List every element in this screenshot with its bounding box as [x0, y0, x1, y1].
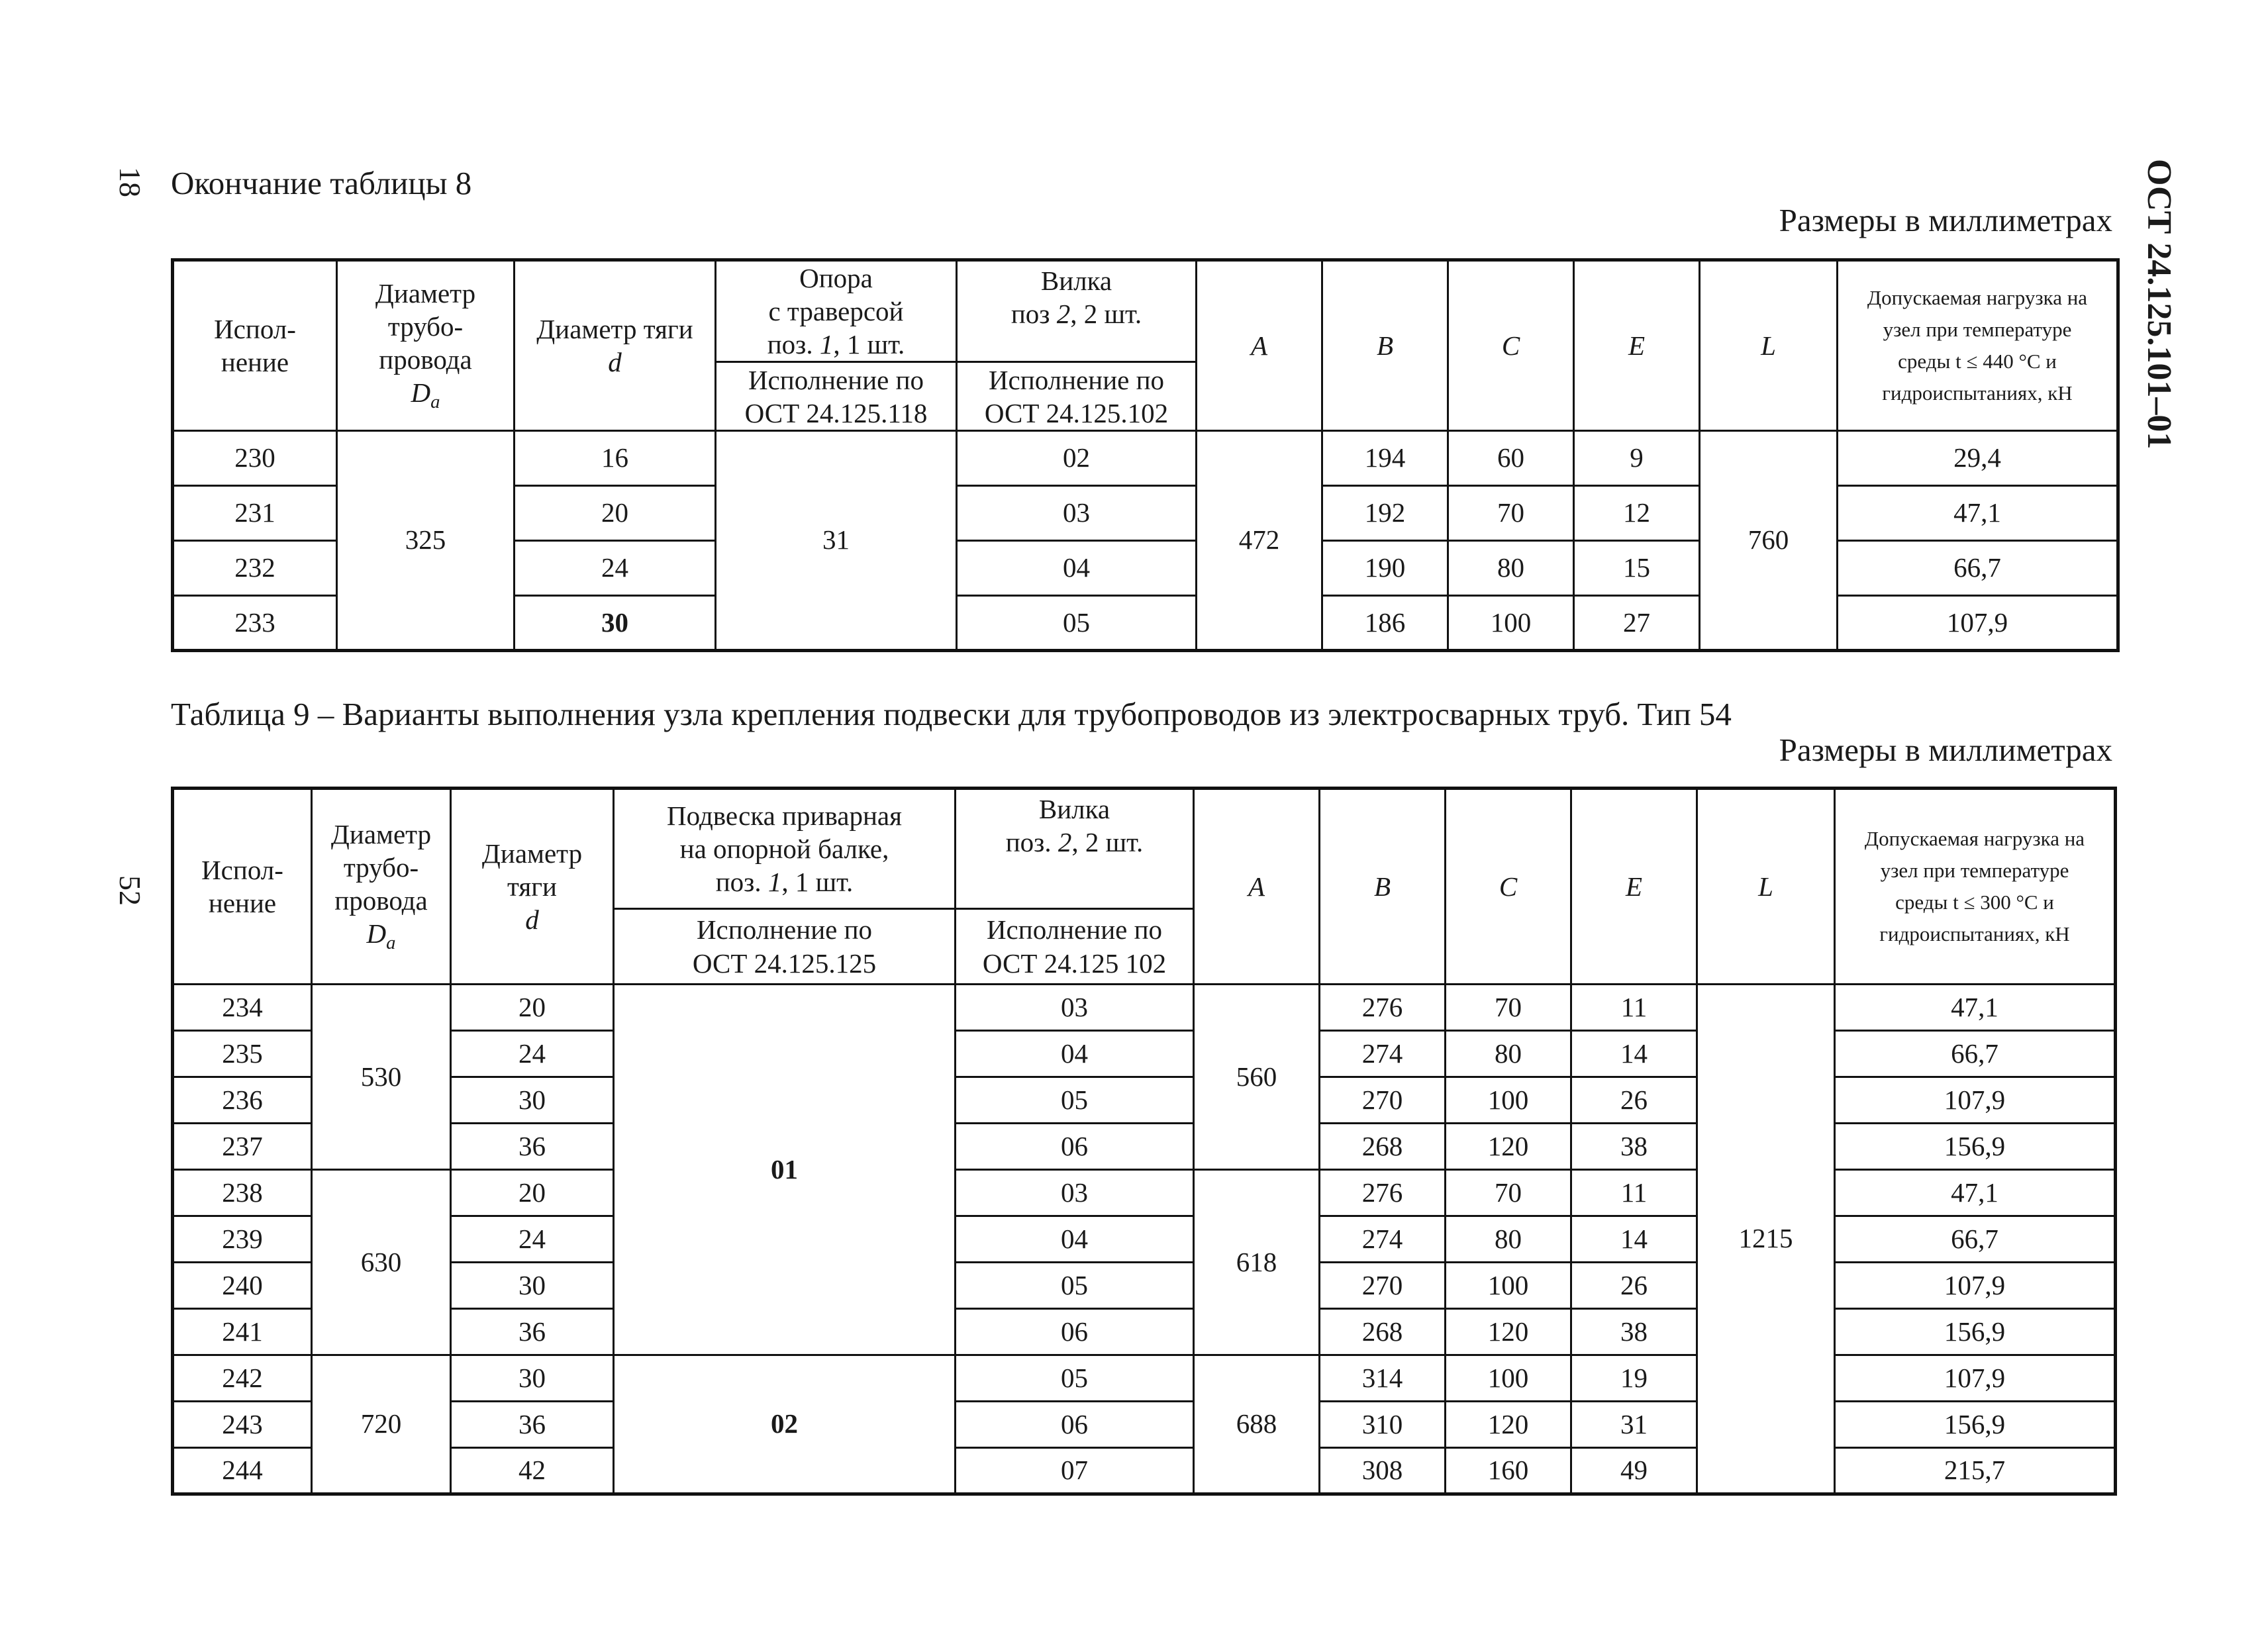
- cell-isp: 231: [173, 486, 337, 541]
- table8: [171, 258, 2120, 652]
- cell-C: 70: [1446, 985, 1571, 1031]
- header-E: E: [1571, 789, 1697, 985]
- cell-vilka: 05: [956, 1355, 1194, 1402]
- cell-vilka: 07: [956, 1448, 1194, 1494]
- cell-d: 30: [451, 1355, 614, 1402]
- header-vilka-ost: Исполнение по ОСТ 24.125 102: [956, 909, 1194, 985]
- cell-C: 160: [1446, 1448, 1571, 1494]
- cell-isp: 239: [173, 1216, 312, 1263]
- cell-vilka: 04: [956, 1216, 1194, 1263]
- table9-caption: Таблица 9 – Варианты выполнения узла крепления подвески для трубопроводов из электросварных труб. Тип 54: [171, 696, 1732, 732]
- cell-vilka: 05: [956, 1263, 1194, 1309]
- cell-isp: 242: [173, 1355, 312, 1402]
- cell-isp: 230: [173, 431, 337, 486]
- header-podveska: Подвеска приварная на опорной балке, поз. 1, 1 шт.: [614, 789, 956, 909]
- header-C: C: [1446, 789, 1571, 985]
- cell-isp: 244: [173, 1448, 312, 1494]
- cell-B: 276: [1320, 985, 1446, 1031]
- header-diameter-rod: Диаметр тяги d: [515, 260, 716, 431]
- cell-load: 107,9: [1835, 1355, 2116, 1402]
- header-L: L: [1697, 789, 1835, 985]
- cell-vilka: 06: [956, 1309, 1194, 1355]
- cell-B: 274: [1320, 1031, 1446, 1077]
- cell-E: 38: [1571, 1124, 1697, 1170]
- cell-d: 16: [515, 431, 716, 486]
- document-code: ОСТ 24.125.101–01: [2140, 159, 2178, 450]
- cell-isp: 233: [173, 596, 337, 651]
- cell-B: 276: [1320, 1170, 1446, 1216]
- cell-load: 107,9: [1835, 1263, 2116, 1309]
- cell-A: 560: [1194, 985, 1320, 1170]
- cell-podveska: 01: [614, 985, 956, 1355]
- cell-C: 60: [1448, 431, 1574, 486]
- table-row: [173, 985, 2116, 1031]
- cell-C: 100: [1448, 596, 1574, 651]
- page-number-side: 52: [113, 875, 147, 906]
- cell-C: 100: [1446, 1355, 1571, 1402]
- cell-vilka: 06: [956, 1402, 1194, 1448]
- cell-load: 47,1: [1835, 1170, 2116, 1216]
- cell-E: 19: [1571, 1355, 1697, 1402]
- cell-E: 49: [1571, 1448, 1697, 1494]
- cell-vilka: 05: [957, 596, 1197, 651]
- cell-isp: 237: [173, 1124, 312, 1170]
- cell-vilka: 05: [956, 1077, 1194, 1124]
- cell-isp: 238: [173, 1170, 312, 1216]
- cell-diameter-pipe: 325: [337, 431, 515, 651]
- cell-C: 70: [1448, 486, 1574, 541]
- cell-d: 36: [451, 1402, 614, 1448]
- cell-isp: 234: [173, 985, 312, 1031]
- cell-load: 47,1: [1838, 486, 2118, 541]
- table8-caption: Окончание таблицы 8: [171, 165, 472, 201]
- cell-C: 100: [1446, 1077, 1571, 1124]
- cell-C: 120: [1446, 1124, 1571, 1170]
- cell-E: 14: [1571, 1031, 1697, 1077]
- cell-load: 66,7: [1835, 1216, 2116, 1263]
- cell-E: 11: [1571, 985, 1697, 1031]
- header-opora-ost: Исполнение по ОСТ 24.125.118: [716, 362, 957, 431]
- cell-E: 9: [1574, 431, 1700, 486]
- cell-d: 24: [515, 541, 716, 596]
- cell-B: 274: [1320, 1216, 1446, 1263]
- header-C: C: [1448, 260, 1574, 431]
- header-vilka: Вилка поз. 2, 2 шт.: [956, 789, 1194, 909]
- cell-opora: 31: [716, 431, 957, 651]
- table-row: [173, 431, 2118, 486]
- cell-B: 192: [1322, 486, 1448, 541]
- cell-d: 42: [451, 1448, 614, 1494]
- cell-C: 80: [1446, 1216, 1571, 1263]
- cell-B: 186: [1322, 596, 1448, 651]
- cell-isp: 236: [173, 1077, 312, 1124]
- header-L: L: [1700, 260, 1838, 431]
- cell-isp: 235: [173, 1031, 312, 1077]
- cell-L: 760: [1700, 431, 1838, 651]
- cell-B: 310: [1320, 1402, 1446, 1448]
- cell-C: 100: [1446, 1263, 1571, 1309]
- cell-E: 38: [1571, 1309, 1697, 1355]
- header-vilka: Вилка поз 2, 2 шт.: [957, 260, 1197, 362]
- cell-E: 26: [1571, 1263, 1697, 1309]
- cell-isp: 243: [173, 1402, 312, 1448]
- cell-d: 30: [451, 1263, 614, 1309]
- cell-d: 30: [515, 596, 716, 651]
- cell-d: 36: [451, 1124, 614, 1170]
- header-podveska-ost: Исполнение по ОСТ 24.125.125: [614, 909, 956, 985]
- header-vilka-ost: Исполнение по ОСТ 24.125.102: [957, 362, 1197, 431]
- cell-d: 24: [451, 1216, 614, 1263]
- cell-B: 194: [1322, 431, 1448, 486]
- cell-L: 1215: [1697, 985, 1835, 1494]
- cell-isp: 232: [173, 541, 337, 596]
- header-A: A: [1197, 260, 1322, 431]
- cell-C: 120: [1446, 1402, 1571, 1448]
- header-B: B: [1322, 260, 1448, 431]
- header-diameter-pipe: Диаметр трубо- провода $D_a$: [337, 260, 515, 431]
- cell-d: 30: [451, 1077, 614, 1124]
- cell-B: 270: [1320, 1263, 1446, 1309]
- cell-diameter-pipe: 630: [312, 1170, 451, 1355]
- cell-load: 156,9: [1835, 1309, 2116, 1355]
- cell-load: 156,9: [1835, 1124, 2116, 1170]
- cell-isp: 241: [173, 1309, 312, 1355]
- cell-vilka: 04: [956, 1031, 1194, 1077]
- header-diameter-pipe: Диаметр трубо- провода $D_a$: [312, 789, 451, 985]
- cell-vilka: 03: [957, 486, 1197, 541]
- cell-E: 12: [1574, 486, 1700, 541]
- cell-vilka: 02: [957, 431, 1197, 486]
- cell-B: 268: [1320, 1309, 1446, 1355]
- header-E: E: [1574, 260, 1700, 431]
- cell-B: 268: [1320, 1124, 1446, 1170]
- header-load: Допускаемая нагрузка на узел при температуре среды t ≤ 300 °C и гидроиспытаниях, кН: [1835, 789, 2116, 985]
- cell-E: 11: [1571, 1170, 1697, 1216]
- cell-B: 308: [1320, 1448, 1446, 1494]
- cell-C: 80: [1446, 1031, 1571, 1077]
- table8-units: Размеры в миллиметрах: [1779, 202, 2112, 238]
- cell-C: 120: [1446, 1309, 1571, 1355]
- cell-A: 688: [1194, 1355, 1320, 1494]
- cell-d: 24: [451, 1031, 614, 1077]
- cell-load: 156,9: [1835, 1402, 2116, 1448]
- header-load: Допускаемая нагрузка на узел при температуре среды t ≤ 440 °C и гидроиспытаниях, кН: [1838, 260, 2118, 431]
- header-diameter-rod: Диаметр тяги d: [451, 789, 614, 985]
- header-B: B: [1320, 789, 1446, 985]
- cell-podveska: 02: [614, 1355, 956, 1494]
- cell-vilka: 04: [957, 541, 1197, 596]
- cell-vilka: 06: [956, 1124, 1194, 1170]
- cell-load: 66,7: [1835, 1031, 2116, 1077]
- cell-d: 20: [451, 1170, 614, 1216]
- cell-B: 314: [1320, 1355, 1446, 1402]
- header-A: A: [1194, 789, 1320, 985]
- cell-load: 29,4: [1838, 431, 2118, 486]
- cell-E: 27: [1574, 596, 1700, 651]
- cell-diameter-pipe: 720: [312, 1355, 451, 1494]
- cell-A: 472: [1197, 431, 1322, 651]
- cell-diameter-pipe: 530: [312, 985, 451, 1170]
- cell-C: 80: [1448, 541, 1574, 596]
- cell-B: 270: [1320, 1077, 1446, 1124]
- cell-isp: 240: [173, 1263, 312, 1309]
- cell-A: 618: [1194, 1170, 1320, 1355]
- cell-load: 107,9: [1835, 1077, 2116, 1124]
- page-number-top: 18: [113, 167, 147, 197]
- cell-E: 31: [1571, 1402, 1697, 1448]
- table9-units: Размеры в миллиметрах: [1779, 732, 2112, 768]
- cell-load: 215,7: [1835, 1448, 2116, 1494]
- cell-vilka: 03: [956, 985, 1194, 1031]
- header-opora: Опора с траверсой поз. 1, 1 шт.: [716, 260, 957, 362]
- cell-E: 15: [1574, 541, 1700, 596]
- cell-C: 70: [1446, 1170, 1571, 1216]
- cell-load: 47,1: [1835, 985, 2116, 1031]
- header-ispolnenie: Испол- нение: [173, 260, 337, 431]
- cell-E: 26: [1571, 1077, 1697, 1124]
- cell-d: 20: [515, 486, 716, 541]
- header-ispolnenie: Испол- нение: [173, 789, 312, 985]
- cell-load: 66,7: [1838, 541, 2118, 596]
- cell-d: 36: [451, 1309, 614, 1355]
- table9: [171, 787, 2117, 1496]
- cell-B: 190: [1322, 541, 1448, 596]
- cell-load: 107,9: [1838, 596, 2118, 651]
- cell-d: 20: [451, 985, 614, 1031]
- cell-vilka: 03: [956, 1170, 1194, 1216]
- cell-E: 14: [1571, 1216, 1697, 1263]
